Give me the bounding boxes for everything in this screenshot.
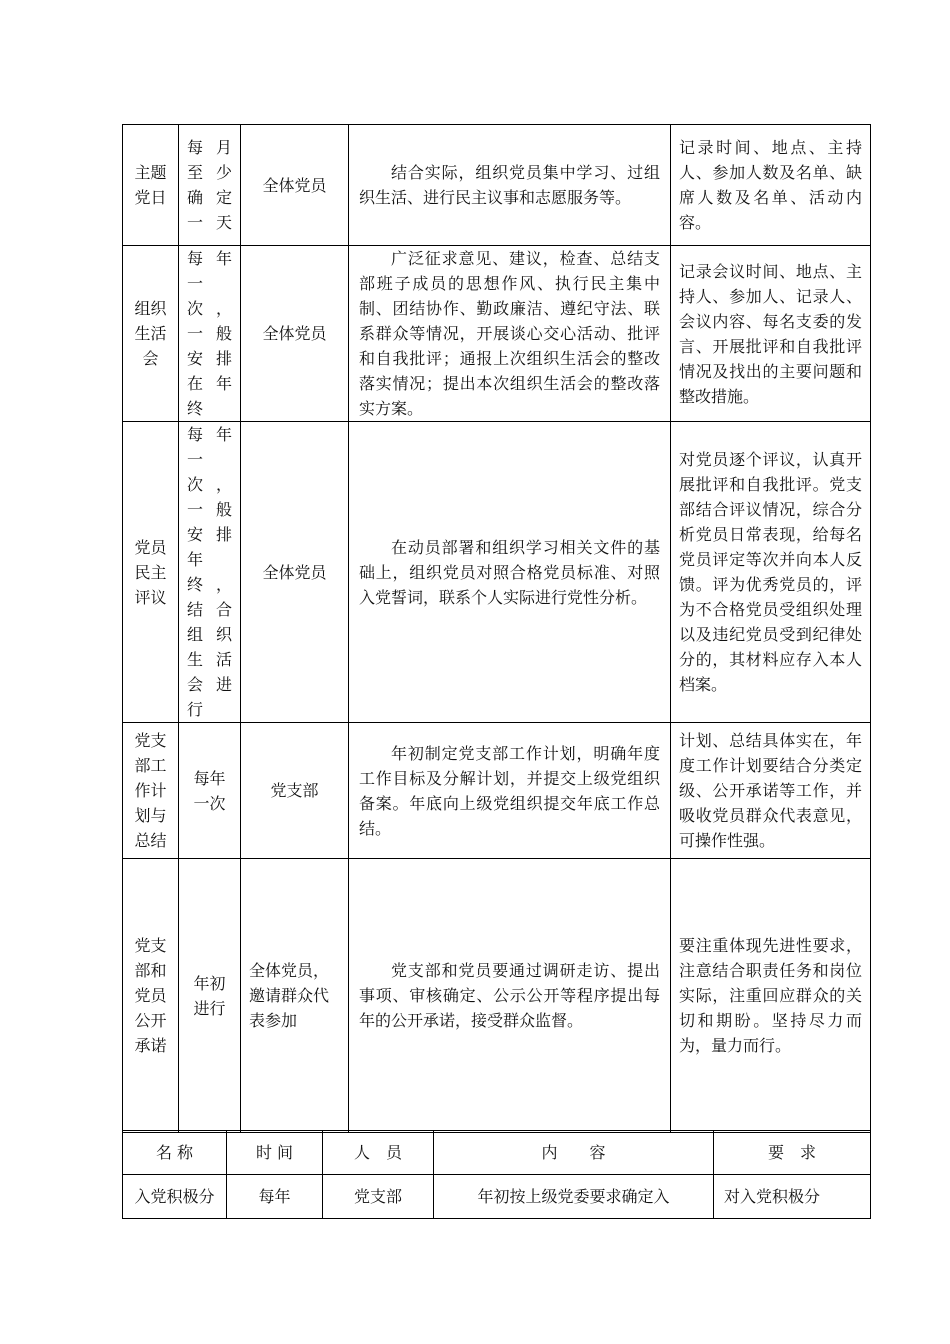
header-people: 人 员 bbox=[323, 1131, 434, 1175]
header-table bbox=[122, 1130, 871, 1219]
table-row bbox=[123, 125, 871, 246]
header-content: 内 容 bbox=[434, 1131, 714, 1175]
row-time-cell: 每年一次，一般安排年终，结合组织生活会进行 bbox=[179, 422, 241, 723]
row-name-cell: 组织生活会 bbox=[123, 246, 179, 422]
row-name-cell: 主题党日 bbox=[123, 125, 179, 246]
row-content-text: 在动员部署和组织学习相关文件的基础上，组织党员对照合格党员标准、对照入党誓词，联系个人实际进行党性分析。 bbox=[359, 537, 660, 607]
table-row bbox=[123, 859, 871, 1133]
row-content-text: 党支部和党员要通过调研走访、提出事项、审核确定、公示公开等程序提出每年的公开承诺，接受群众监督。 bbox=[359, 961, 660, 1030]
row-requirement-text: 计划、总结具体实在，年度工作计划要结合分类定级、公开承诺等工作，并吸收党员群众代表意见，可操作性强。 bbox=[679, 731, 862, 850]
table-row bbox=[123, 422, 871, 723]
row-name-cell: 入党积极分 bbox=[123, 1175, 227, 1219]
row-time-cell: 年初进行 bbox=[179, 859, 241, 1133]
row-people-cell: 全体党员 bbox=[241, 125, 349, 246]
row-people-cell: 全体党员 bbox=[241, 422, 349, 723]
row-content-text: 结合实际，组织党员集中学习、过组织生活、进行民主议事和志愿服务等。 bbox=[359, 163, 660, 207]
row-requirement-text: 要注重体现先进性要求，注意结合职责任务和岗位实际，注重回应群众的关切和期盼。坚持尽力而为，量力而行。 bbox=[679, 936, 862, 1055]
row-name-cell: 党员民主评议 bbox=[123, 422, 179, 723]
header-time: 时 间 bbox=[227, 1131, 323, 1175]
row-requirement-text: 记录时间、地点、主持人、参加人数及名单、缺席人数及名单、活动内容。 bbox=[679, 138, 862, 232]
row-requirement-cell: 对入党积极分 bbox=[714, 1175, 871, 1219]
row-requirement-cell bbox=[671, 125, 871, 246]
activity-table bbox=[122, 124, 871, 1133]
row-people-cell: 全体党员 bbox=[241, 246, 349, 422]
row-people-cell: 党支部 bbox=[241, 723, 349, 859]
row-requirement-text: 对党员逐个评议，认真开展批评和自我批评。党支部结合评议情况，综合分析党员日常表现，给每名党员评定等次并向本人反馈。评为优秀党员的，评为不合格党员受组织处理以及违纪党员受到纪律处分的，其材料应存入本人档案。 bbox=[679, 450, 862, 694]
row-requirement-cell bbox=[671, 723, 871, 859]
row-content-cell: 年初按上级党委要求确定入 bbox=[434, 1175, 714, 1219]
row-content-text: 年初制定党支部工作计划，明确年度工作目标及分解计划，并提交上级党组织备案。年底向上级党组织提交年底工作总结。 bbox=[359, 743, 660, 838]
row-content-cell bbox=[349, 859, 671, 1133]
row-requirement-text: 记录会议时间、地点、主持人、参加人、记录人、会议内容、每名支委的发言、开展批评和自我批评情况及找出的主要问题和整改措施。 bbox=[679, 261, 862, 406]
table-row bbox=[123, 1175, 871, 1219]
row-requirement-cell bbox=[671, 246, 871, 422]
row-content-cell bbox=[349, 723, 671, 859]
row-requirement-cell bbox=[671, 422, 871, 723]
header-requirement: 要 求 bbox=[714, 1131, 871, 1175]
row-time-cell: 每月至少确定一天 bbox=[179, 125, 241, 246]
row-requirement-cell bbox=[671, 859, 871, 1133]
table-row bbox=[123, 246, 871, 422]
row-content-cell bbox=[349, 422, 671, 723]
row-time-cell: 每年 bbox=[227, 1175, 323, 1219]
header-name: 名 称 bbox=[123, 1131, 227, 1175]
row-content-text: 广泛征求意见、建议，检查、总结支部班子成员的思想作风、执行民主集中制、团结协作、勤政廉洁、遵纪守法、联系群众等情况，开展谈心交心活动、批评和自我批评；通报上次组织生活会的整改落实情况；提出本次组织生活会的整改落实方案。 bbox=[359, 249, 660, 418]
row-content-cell bbox=[349, 246, 671, 422]
row-time-cell: 每年一次 bbox=[179, 723, 241, 859]
row-people-cell: 全体党员，邀请群众代表参加 bbox=[241, 859, 349, 1133]
row-people-cell: 党支部 bbox=[323, 1175, 434, 1219]
table-row bbox=[123, 723, 871, 859]
row-time-cell: 每年一次，一般安排在年终 bbox=[179, 246, 241, 422]
row-content-cell bbox=[349, 125, 671, 246]
row-name-cell: 党支部和党员公开承诺 bbox=[123, 859, 179, 1133]
row-name-cell: 党支部工作计划与总结 bbox=[123, 723, 179, 859]
header-row bbox=[123, 1131, 871, 1175]
